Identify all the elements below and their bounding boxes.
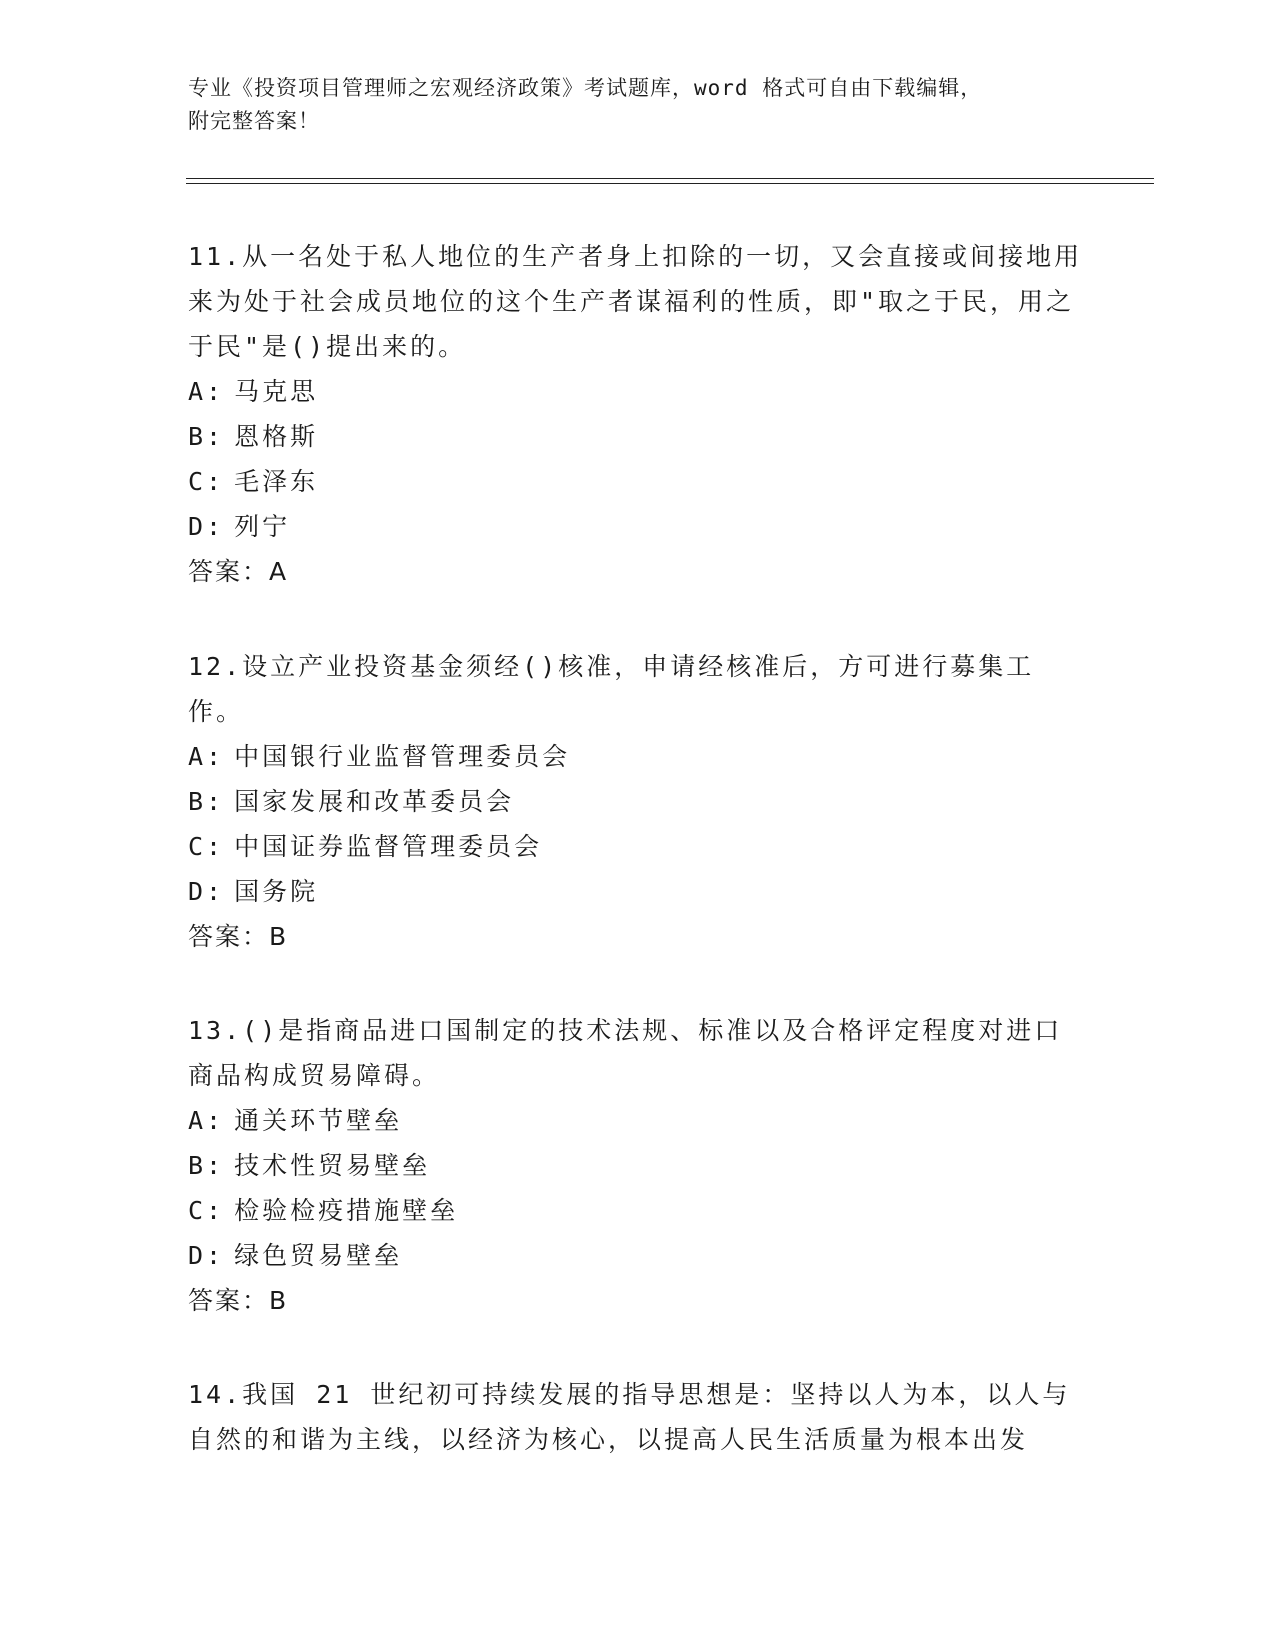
option-text: 列宁: [234, 512, 291, 541]
header-divider-top: [186, 178, 1154, 179]
option-key: B:: [188, 1151, 225, 1180]
answer: 答案：A: [188, 557, 289, 586]
option-key: B:: [188, 787, 225, 816]
option-text: 马克思: [234, 377, 319, 406]
option-text: 中国证券监督管理委员会: [234, 832, 543, 861]
option-c: [188, 1188, 1088, 1233]
header-line-2: 附完整答案！: [188, 109, 320, 133]
option-key: A:: [188, 1106, 225, 1135]
option-key: C:: [188, 1196, 225, 1225]
option-d: [188, 869, 1088, 914]
option-text: 中国银行业监督管理委员会: [234, 742, 571, 771]
option-a: [188, 1098, 1088, 1143]
option-b: [188, 1143, 1088, 1188]
option-key: C:: [188, 832, 225, 861]
option-d: [188, 1233, 1088, 1278]
option-b: [188, 779, 1088, 824]
option-key: D:: [188, 877, 225, 906]
option-text: 国务院: [234, 877, 319, 906]
option-d: [188, 504, 1088, 549]
document-header: [188, 72, 1088, 138]
option-text: 恩格斯: [234, 422, 319, 451]
question-12: [188, 644, 1088, 959]
question-text: 11.从一名处于私人地位的生产者身上扣除的一切，又会直接或间接地用来为处于社会成员地位的这个生产者谋福利的性质，即"取之于民，用之于民"是()提出来的。: [188, 242, 1083, 361]
option-key: D:: [188, 1241, 225, 1270]
question-13: [188, 1008, 1088, 1323]
option-key: C:: [188, 467, 225, 496]
question-14: [188, 1372, 1088, 1462]
option-b: [188, 414, 1088, 459]
option-text: 技术性贸易壁垒: [234, 1151, 431, 1180]
question-text: 13.()是指商品进口国制定的技术法规、标准以及合格评定程度对进口商品构成贸易障碍。: [188, 1016, 1063, 1090]
answer: 答案：B: [188, 1286, 289, 1315]
option-text: 国家发展和改革委员会: [234, 787, 515, 816]
option-a: [188, 734, 1088, 779]
answer: 答案：B: [188, 922, 289, 951]
option-text: 绿色贸易壁垒: [234, 1241, 403, 1270]
option-key: D:: [188, 512, 225, 541]
option-key: A:: [188, 377, 225, 406]
option-key: A:: [188, 742, 225, 771]
header-line-1: 专业《投资项目管理师之宏观经济政策》考试题库，word 格式可自由下载编辑，: [188, 76, 983, 100]
option-text: 毛泽东: [234, 467, 319, 496]
header-divider-bottom: [186, 183, 1154, 184]
question-text: 14.我国 21 世纪初可持续发展的指导思想是：坚持以人为本，以人与自然的和谐为主线，以经济为核心，以提高人民生活质量为根本出发: [188, 1380, 1071, 1454]
question-11: [188, 234, 1088, 594]
option-c: [188, 459, 1088, 504]
question-text: 12.设立产业投资基金须经()核准，申请经核准后，方可进行募集工作。: [188, 652, 1035, 726]
option-a: [188, 369, 1088, 414]
option-key: B:: [188, 422, 225, 451]
option-c: [188, 824, 1088, 869]
option-text: 检验检疫措施壁垒: [234, 1196, 459, 1225]
option-text: 通关环节壁垒: [234, 1106, 403, 1135]
